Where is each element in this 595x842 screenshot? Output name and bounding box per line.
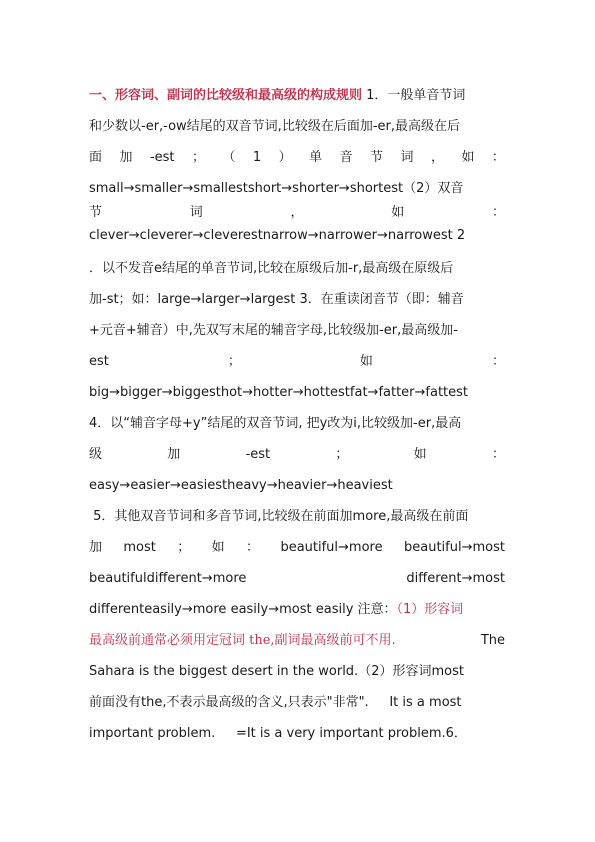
text-line [89, 354, 505, 370]
text-line [89, 416, 505, 432]
text-segment: 1．一般单音节词 [362, 88, 466, 103]
text-line [89, 478, 505, 494]
text-token: -est [149, 150, 175, 165]
text-token: ； [177, 540, 191, 555]
text-segment: Sahara is the biggest desert in the world.（2）形容词most [89, 664, 464, 679]
highlighted-text: 最高级前通常必须用定冠词 the,副词最高级前可不用. [89, 633, 396, 648]
text-token: ； [191, 150, 205, 165]
text-line [89, 181, 505, 197]
text-token: 如 [391, 205, 405, 220]
text-segment: ．以不发音e结尾的单音节词,比较在原级后加-r,最高级在原级后 [89, 261, 454, 276]
text-token: 级 [89, 447, 103, 462]
text-line [89, 571, 505, 587]
text-token: 如 [413, 447, 427, 462]
text-line [89, 385, 505, 401]
text-line [89, 664, 505, 680]
text-token: est [89, 354, 109, 369]
text-token: beautifuldifferent→more [89, 571, 247, 586]
text-token: 加 [89, 540, 103, 555]
text-segment: 加-st；如：large→larger→largest 3．在重读闭音节（即：辅音 [89, 292, 464, 307]
text-segment: 和少数以-er,-ow结尾的双音节词,比较级在后面加-er,最高级在后 [89, 119, 460, 134]
text-token: ： [491, 354, 505, 369]
text-line [89, 447, 505, 463]
text-token: 词 [400, 150, 414, 165]
text-segment: small→smaller→smallestshort→shorter→shortest（2）双音 [89, 181, 464, 196]
text-segment: clever→cleverer→cleverestnarrow→narrower→narrowest 2 [89, 228, 466, 243]
text-line [89, 119, 505, 135]
text-token: most [123, 540, 156, 555]
text-token: 加 [167, 447, 181, 462]
text-token: 词 [189, 205, 203, 220]
text-token: 如 [461, 150, 475, 165]
text-line [89, 150, 505, 166]
text-token: ， [430, 150, 444, 165]
highlighted-text: 一、形容词、副词的比较级和最高级的构成规则 [89, 88, 363, 103]
text-line [89, 726, 505, 742]
text-line [89, 540, 505, 556]
text-token: （ [222, 150, 236, 165]
text-segment: easy→easier→easiestheavy→heavier→heaviest [89, 478, 393, 493]
text-token: 面 [89, 150, 103, 165]
text-segment: +元音+辅音）中,先双写末尾的辅音字母,比较级加-er,最高级加- [89, 323, 458, 338]
text-token: ； [227, 354, 241, 369]
text-token: ： [246, 540, 260, 555]
text-token: ， [290, 205, 304, 220]
text-token: 节 [370, 150, 384, 165]
text-token: beautiful→most [403, 540, 505, 555]
text-segment: The [480, 633, 505, 648]
text-token: -est [245, 447, 271, 462]
text-line [89, 323, 505, 339]
text-segment: 4．以“辅音字母+y”结尾的双音节词, 把y改为i,比较级加-er,最高 [89, 416, 462, 431]
text-token: ： [491, 205, 505, 220]
text-token: ； [335, 447, 349, 462]
text-segment: 5．其他双音节词和多音节词,比较级在前面加more,最高级在前面 [89, 509, 469, 524]
text-line [89, 602, 505, 618]
highlighted-text: （1）形容词 [396, 602, 464, 617]
text-token: 音 [339, 150, 353, 165]
text-token: ： [491, 150, 505, 165]
text-token: different→most [406, 571, 505, 586]
text-line [89, 228, 505, 244]
text-segment: important problem. =It is a very important problem.6． [89, 726, 467, 741]
text-line [89, 509, 505, 525]
text-token: 1 [252, 150, 262, 165]
text-token: 单 [309, 150, 323, 165]
text-token: ） [278, 150, 292, 165]
text-line [89, 695, 505, 711]
text-line [89, 261, 505, 277]
text-token: 节 [89, 205, 103, 220]
text-line [89, 633, 505, 649]
text-segment: 前面没有the,不表示最高级的含义,只表示"非常". It is a most [89, 695, 462, 710]
text-token: 如 [359, 354, 373, 369]
text-line [89, 88, 505, 104]
text-token: 加 [119, 150, 133, 165]
text-line [89, 205, 505, 221]
text-segment: big→bigger→biggesthot→hotter→hottestfat→fatter→fattest [89, 385, 469, 400]
text-token: beautiful→more [280, 540, 383, 555]
text-token: 如 [211, 540, 225, 555]
text-token: ： [491, 447, 505, 462]
text-segment: differenteasily→more easily→most easily 注意： [89, 602, 397, 617]
text-line [89, 292, 505, 308]
